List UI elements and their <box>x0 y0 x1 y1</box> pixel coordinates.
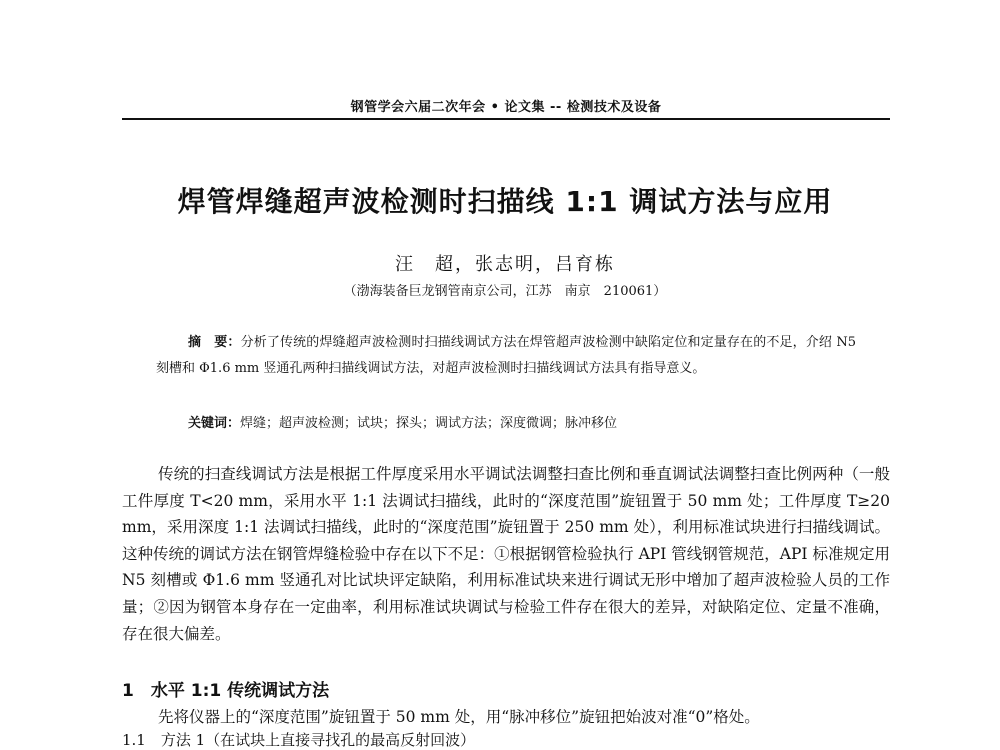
abstract <box>156 330 856 382</box>
running-header: 钢管学会六届二次年会 • 论文集 -- 检测技术及设备 <box>350 100 662 115</box>
keywords <box>188 412 856 431</box>
paper-title: 焊管焊缝超声波检测时扫描线 1:1 调试方法与应用 <box>177 185 833 218</box>
header-rule <box>122 118 890 120</box>
keywords-label: 关键词： <box>188 416 241 431</box>
intro-paragraph: 传统的扫查线调试方法是根据工件厚度采用水平调试法调整扫查比例和垂直调试法调整扫查比例两种（一般工件厚度 T<20 mm，采用水平 1:1 法调试扫描线，此时的“深度范围”旋钮置于 50 mm 处；工件厚度 T≥20 mm，采用深度 1:1 法调试扫描线，此时的“深度范围”旋钮置于 250 mm 处），利用标准试块进行扫描线调试。这种传统的调试方法在钢管焊缝检验中存在以下不足：①根据钢管检验执行 API 管线钢管规范，API 标准规定用 N5 刻槽或 Φ1.6 mm 竖通孔对比试块评定缺陷，利用标准试块来进行调试无形中增加了超声波检验人员的工作量；②因为钢管本身存在一定曲率，利用标准试块调试与检验工件存在很大的差异，对缺陷定位、定量不准确，存在很大偏差。 <box>122 465 890 643</box>
section-heading: 1 水平 1:1 传统调试方法 <box>122 681 330 701</box>
authors: 汪 超，张志明，吕育栋 <box>395 254 615 275</box>
keywords-text: 焊缝；超声波检测；试块；探头；调试方法；深度微调；脉冲移位 <box>240 416 618 431</box>
abstract-label: 摘 要： <box>188 335 241 350</box>
subsection-heading: 1.1 方法 1（在试块上直接寻找孔的最高反射回波） <box>122 731 476 749</box>
section-paragraph: 先将仪器上的“深度范围”旋钮置于 50 mm 处，用“脉冲移位”旋钮把始波对准“0”格处。 <box>158 708 760 726</box>
abstract-text: 分析了传统的焊缝超声波检测时扫描线调试方法在焊管超声波检测中缺陷定位和定量存在的不足，介绍 N5 刻槽和 Φ1.6 mm 竖通孔两种扫描线调试方法，对超声波检测时扫描线调试方法具有指导意义。 <box>156 335 856 376</box>
affiliation: （渤海装备巨龙钢管南京公司，江苏 南京 210061） <box>343 284 667 299</box>
